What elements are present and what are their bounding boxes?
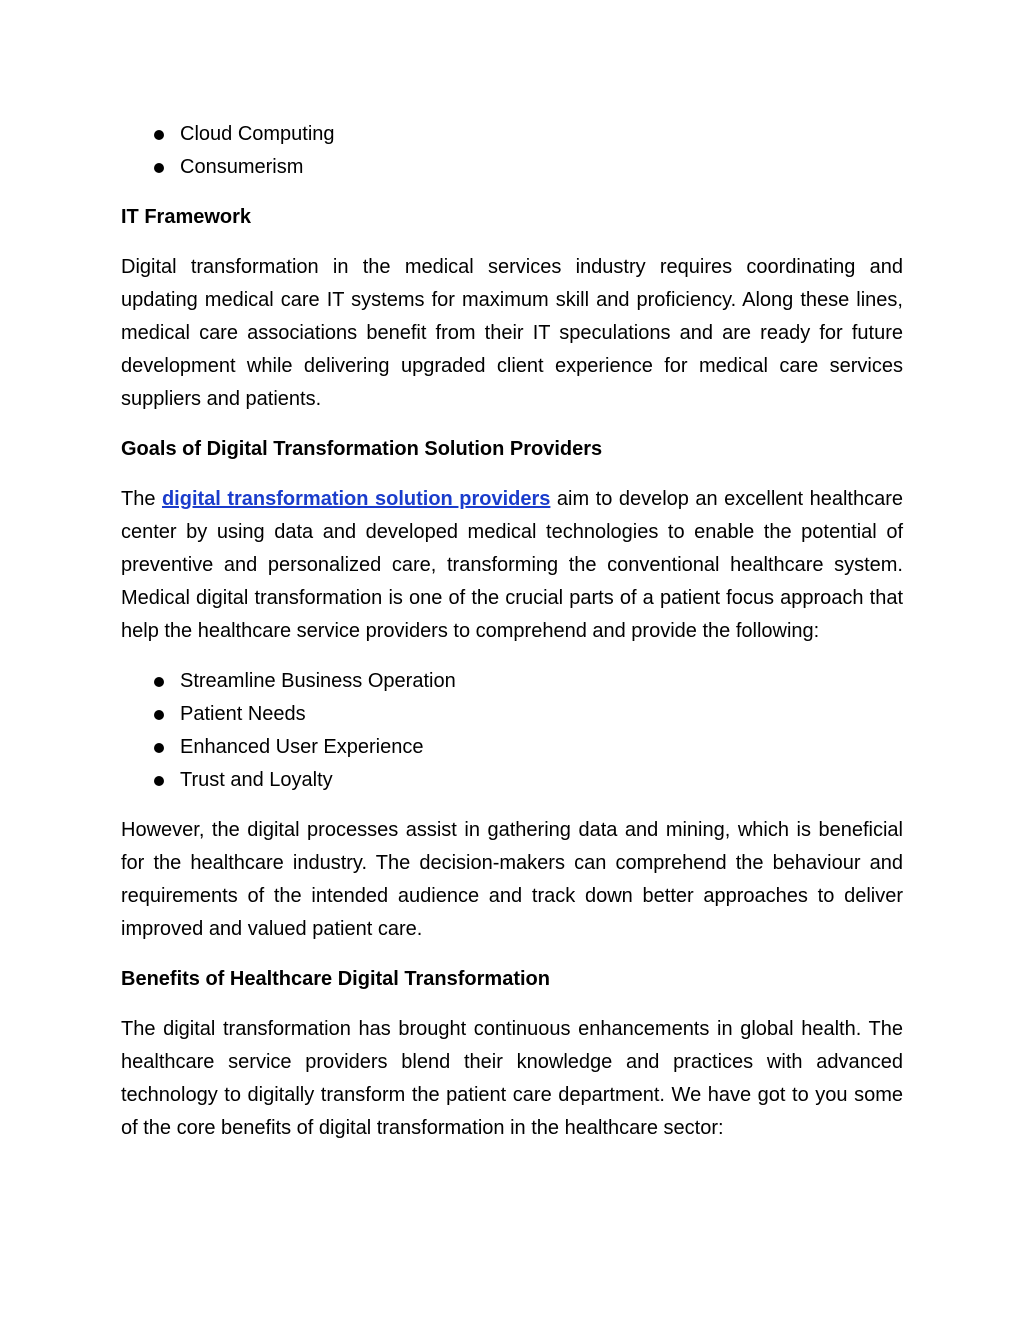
list-item-text: Consumerism [180,156,304,178]
bullet-icon [154,776,164,786]
paragraph-it-framework: Digital transformation in the medical services industry requires coordinating and updating medical care IT systems for maximum skill and proficiency. Along these lines, medical care associations benefit from their IT speculations and are ready for future development while delivering upgraded client experience for medical care services suppliers and patients. [121,256,903,410]
intro-prefix: The [121,488,162,510]
paragraph-goals-outro: However, the digital processes assist in gathering data and mining, which is beneficial for the healthcare industry. The decision-makers can comprehend the behaviour and requirements of the intended audience and track down better approaches to deliver improved and valued patient care. [121,819,903,940]
intro-rest: aim to develop an excellent healthcare center by using data and developed medical technologies to enable the potential of preventive and personalized care, transforming the conventional healthcare system. Medical digital transformation is one of the crucial parts of a patient focus approach that help the healthcare service providers to comprehend and provide the following: [121,488,903,642]
list-item [121,731,903,764]
solution-providers-link[interactable]: digital transformation solution providers [161,488,551,510]
bullet-list-goals [121,665,903,797]
list-item-text: Streamline Business Operation [180,670,456,692]
list-item-text: Cloud Computing [180,123,335,145]
list-item [121,698,903,731]
list-item [121,764,903,797]
document-page [121,118,903,1145]
list-item [121,151,903,184]
section-heading-it-framework: IT Framework [121,206,252,228]
bullet-list-top [121,118,903,184]
paragraph-benefits: The digital transformation has brought continuous enhancements in global health. The healthcare service providers blend their knowledge and practices with advanced technology to digitally transform the patient care department. We have got to you some of the core benefits of digital transformation in the healthcare sector: [121,1018,903,1139]
bullet-icon [154,677,164,687]
list-item-text: Patient Needs [180,703,306,725]
section-heading-benefits: Benefits of Healthcare Digital Transformation [121,968,550,990]
bullet-icon [154,743,164,753]
bullet-icon [154,710,164,720]
list-item-text: Trust and Loyalty [180,769,333,791]
paragraph-goals-intro [121,483,903,648]
list-item [121,118,903,151]
bullet-icon [154,130,164,140]
list-item-text: Enhanced User Experience [180,736,424,758]
list-item [121,665,903,698]
section-heading-goals: Goals of Digital Transformation Solution Providers [121,438,603,460]
bullet-icon [154,163,164,173]
